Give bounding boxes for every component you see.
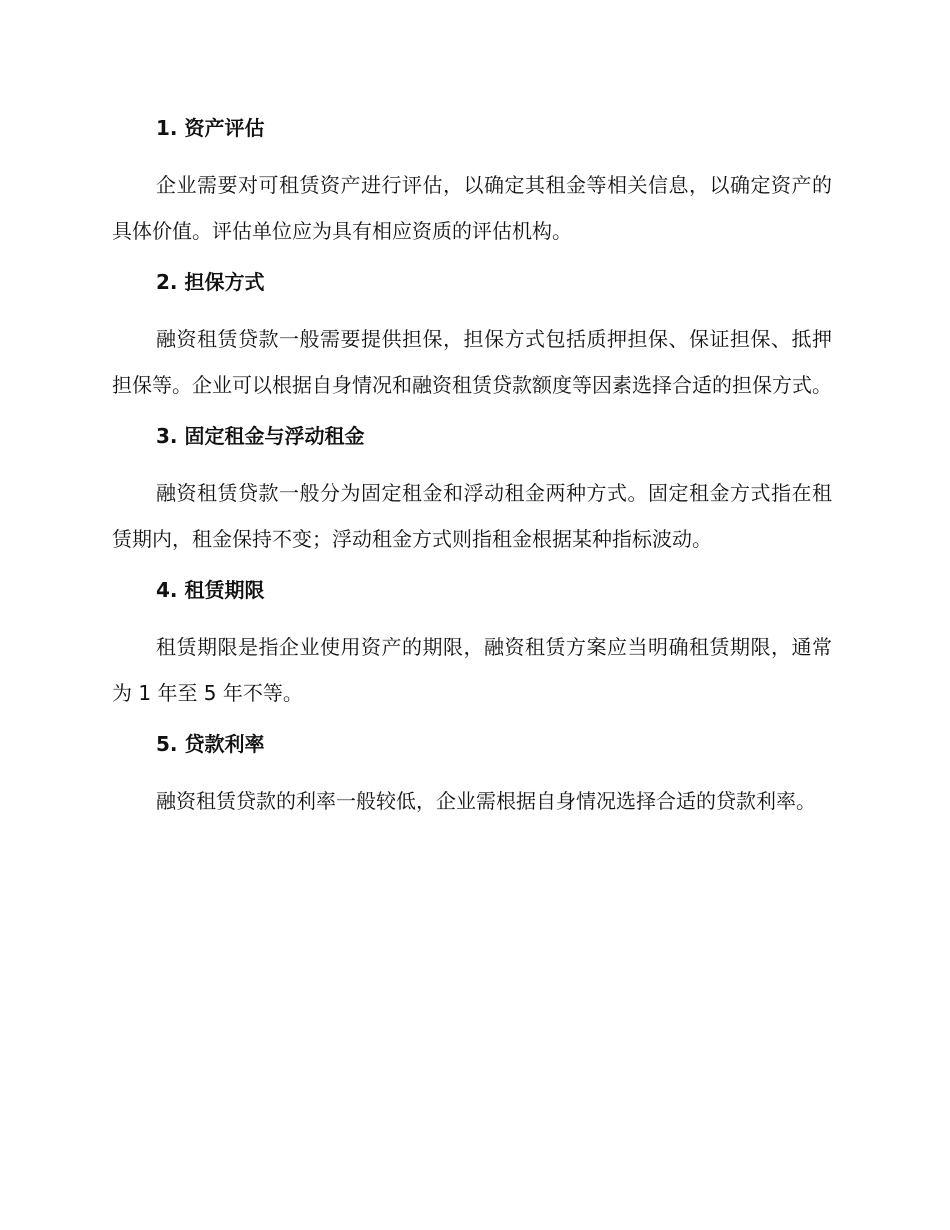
section-paragraph: 租赁期限是指企业使用资产的期限，融资租赁方案应当明确租赁期限，通常为 1 年至 5 年不等。 [112,635,832,705]
section-loan-interest-rate [112,728,832,824]
section-fixed-floating-rent [112,420,832,562]
section-paragraph: 融资租赁贷款的利率一般较低，企业需根据自身情况选择合适的贷款利率。 [156,789,816,813]
section-asset-evaluation [112,112,832,254]
section-heading: 4. 租赁期限 [156,578,265,602]
section-lease-term [112,574,832,716]
section-paragraph: 企业需要对可租赁资产进行评估，以确定其租金等相关信息，以确定资产的具体价值。评估单位应为具有相应资质的评估机构。 [112,173,832,243]
section-heading: 2. 担保方式 [156,270,265,294]
section-paragraph: 融资租赁贷款一般分为固定租金和浮动租金两种方式。固定租金方式指在租赁期内，租金保持不变；浮动租金方式则指租金根据某种指标波动。 [112,481,832,551]
section-heading: 5. 贷款利率 [156,732,265,756]
document-page [112,112,832,836]
section-heading: 3. 固定租金与浮动租金 [156,424,365,448]
section-paragraph: 融资租赁贷款一般需要提供担保，担保方式包括质押担保、保证担保、抵押担保等。企业可以根据自身情况和融资租赁贷款额度等因素选择合适的担保方式。 [112,327,832,397]
section-guarantee-method [112,266,832,408]
section-heading: 1. 资产评估 [156,116,265,140]
